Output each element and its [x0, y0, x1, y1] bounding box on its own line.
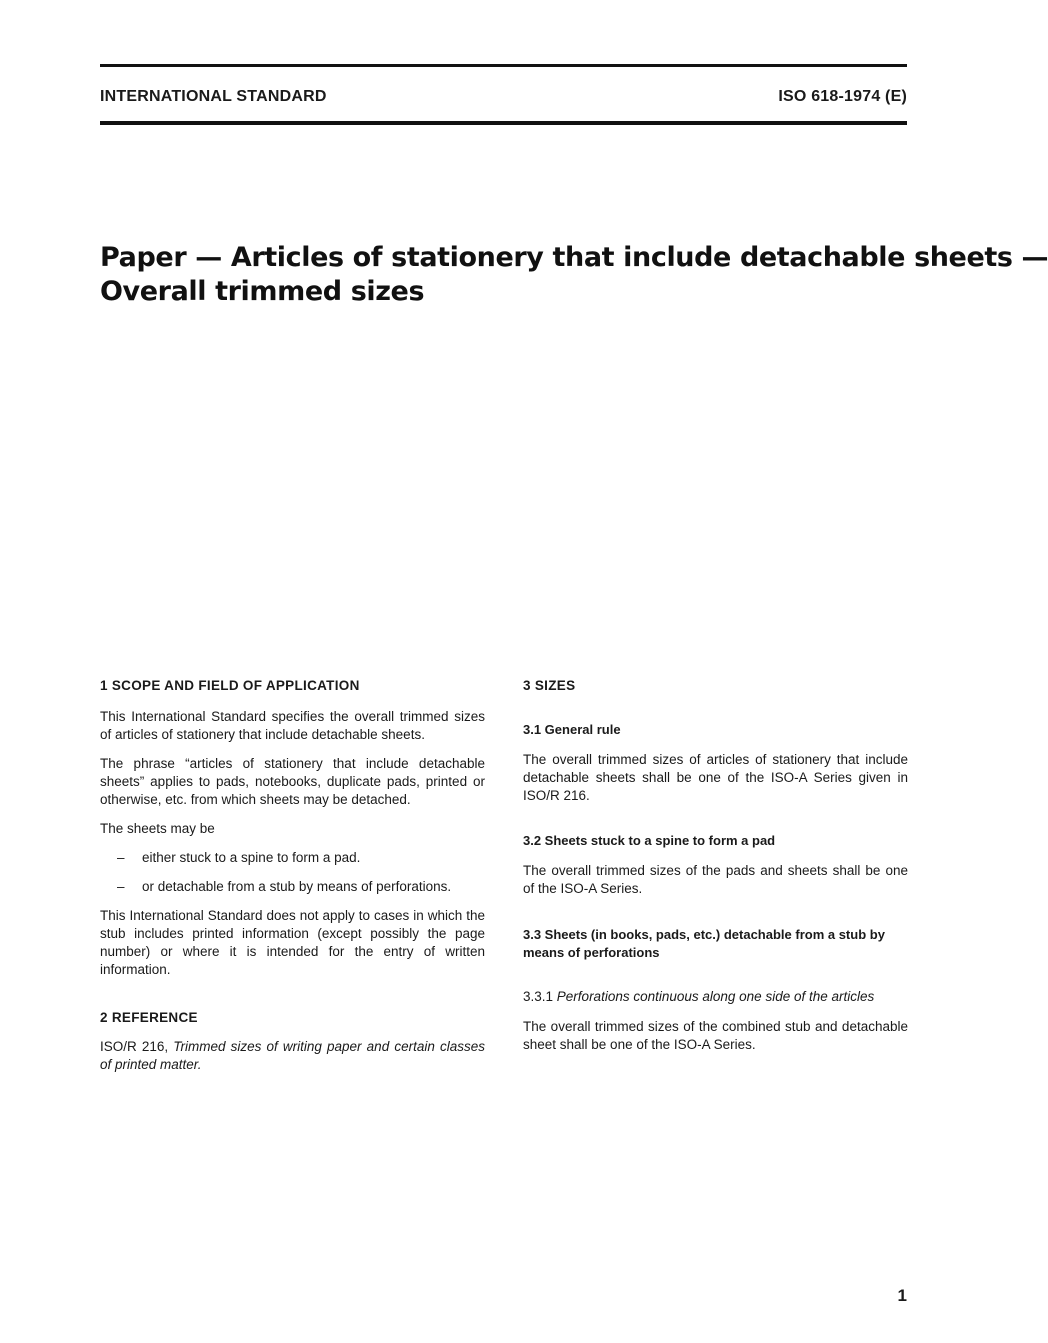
section-3-1-heading: 3.1 General rule [523, 722, 621, 737]
list-dash: – [117, 850, 125, 865]
list-item-text: either stuck to a spine to form a pad. [142, 850, 361, 865]
reference-title: Trimmed sizes of writing paper and certain classes of printed matter. [100, 1039, 485, 1072]
list-item [100, 849, 485, 867]
section-3-3-1-heading [523, 988, 908, 1006]
standard-number: ISO 618-1974 (E) [778, 88, 907, 105]
document-type-label: INTERNATIONAL STANDARD [100, 88, 327, 105]
section-1-paragraph-1: This International Standard specifies the overall trimmed sizes of articles of stationery that include detachable sheets. [100, 709, 485, 742]
section-1-paragraph-3: The sheets may be [100, 821, 215, 836]
section-1-heading: 1 SCOPE AND FIELD OF APPLICATION [100, 678, 360, 693]
page-number: 1 [897, 1286, 907, 1305]
section-3-heading: 3 SIZES [523, 678, 576, 693]
left-column [100, 677, 485, 1074]
section-1-paragraph-2: The phrase “articles of stationery that include detachable sheets” applies to pads, notebooks, duplicate pads, printed or otherwise, etc. from which sheets may be detached. [100, 756, 485, 807]
header-bottom-rule [100, 121, 907, 125]
title-line-1: Paper — Articles of stationery that include detachable sheets — [100, 242, 1048, 273]
subsection-title: Perforations continuous along one side of the articles [556, 989, 875, 1004]
list-dash: – [117, 879, 125, 894]
section-1-paragraph-4: This International Standard does not apply to cases in which the stub includes printed information (except possibly the page number) or where it is intended for the entry of written information. [100, 908, 485, 977]
section-3-2-heading: 3.2 Sheets stuck to a spine to form a pad [523, 833, 776, 848]
title-line-2: Overall trimmed sizes [100, 276, 425, 307]
list-item [100, 878, 485, 896]
section-2-reference [100, 1038, 485, 1074]
header-top-rule [100, 64, 907, 67]
right-column [523, 677, 908, 1054]
section-3-1-paragraph: The overall trimmed sizes of articles of stationery that include detachable sheets shall be one of the ISO-A Series given in ISO/R 216. [523, 752, 908, 803]
subsection-number: 3.3.1 [523, 989, 554, 1004]
list-item-text: or detachable from a stub by means of perforations. [142, 879, 452, 894]
section-3-3-heading: 3.3 Sheets (in books, pads, etc.) detachable from a stub by means of perforations [523, 927, 885, 960]
section-3-3-1-paragraph: The overall trimmed sizes of the combined stub and detachable sheet shall be one of the ISO-A Series. [523, 1019, 908, 1052]
reference-id: ISO/R 216, [100, 1039, 169, 1054]
section-2-heading: 2 REFERENCE [100, 1010, 198, 1025]
section-3-2-paragraph: The overall trimmed sizes of the pads and sheets shall be one of the ISO-A Series. [523, 863, 908, 896]
document-title [100, 241, 1048, 309]
